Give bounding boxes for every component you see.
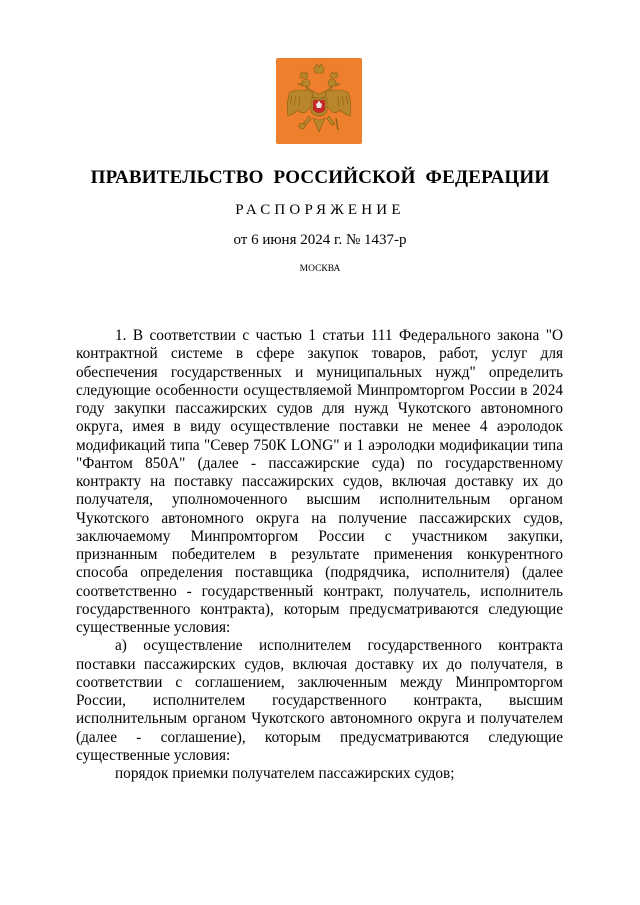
paragraph-1: 1. В соответствии с частью 1 статьи 111 Федерального закона "О контрактной системе в сфере закупок товаров, работ, услуг для обеспечения государственных и муниципальных нужд" определить следующие особенности осуществляемой Минпромторгом России в 2024 году закупки пассажирских судов для нужд Чукотского автономного округа, имея в виду осуществление поставки не менее 4 аэролодок модификаций типа "Север 750К LONG" и 1 аэролодки модификации типа "Фантом 850А" (далее - пассажирские суда) по государственному контракту на поставку пассажирских судов, включая доставку их до получателя, уполномоченного высшим исполнительным органом Чукотского автономного округа на получение пассажирских судов, заключаемому Минпромторгом России с участником закупки, признанным победителем в результате применения конкурентного способа определения поставщика (подрядчика, исполнителя) (далее соответственно - государственный контракт, получатель, исполнитель государственного контракта), которым предусматриваются следующие существенные условия: bbox=[76, 327, 563, 636]
document-body bbox=[76, 327, 563, 783]
government-title: ПРАВИТЕЛЬСТВО РОССИЙСКОЙ ФЕДЕРАЦИИ bbox=[90, 167, 550, 188]
document-date-number: от 6 июня 2024 г. № 1437-р bbox=[233, 232, 407, 248]
paragraph-acceptance-order: порядок приемки получателем пассажирских судов; bbox=[115, 765, 455, 782]
paragraph-1a: а) осуществление исполнителем государственного контракта поставки пассажирских судов, включая доставку их до получателя, в соответствии с соглашением, заключенным между Минпромторгом России, исполнителем государственного контракта, высшим исполнительным органом Чукотского автономного округа и получателем (далее - соглашение), которым предусматриваются следующие существенные условия: bbox=[76, 637, 563, 764]
coat-of-arms-emblem-icon bbox=[276, 58, 362, 144]
document-city: МОСКВА bbox=[299, 264, 341, 274]
document-type: РАСПОРЯЖЕНИЕ bbox=[235, 202, 405, 218]
